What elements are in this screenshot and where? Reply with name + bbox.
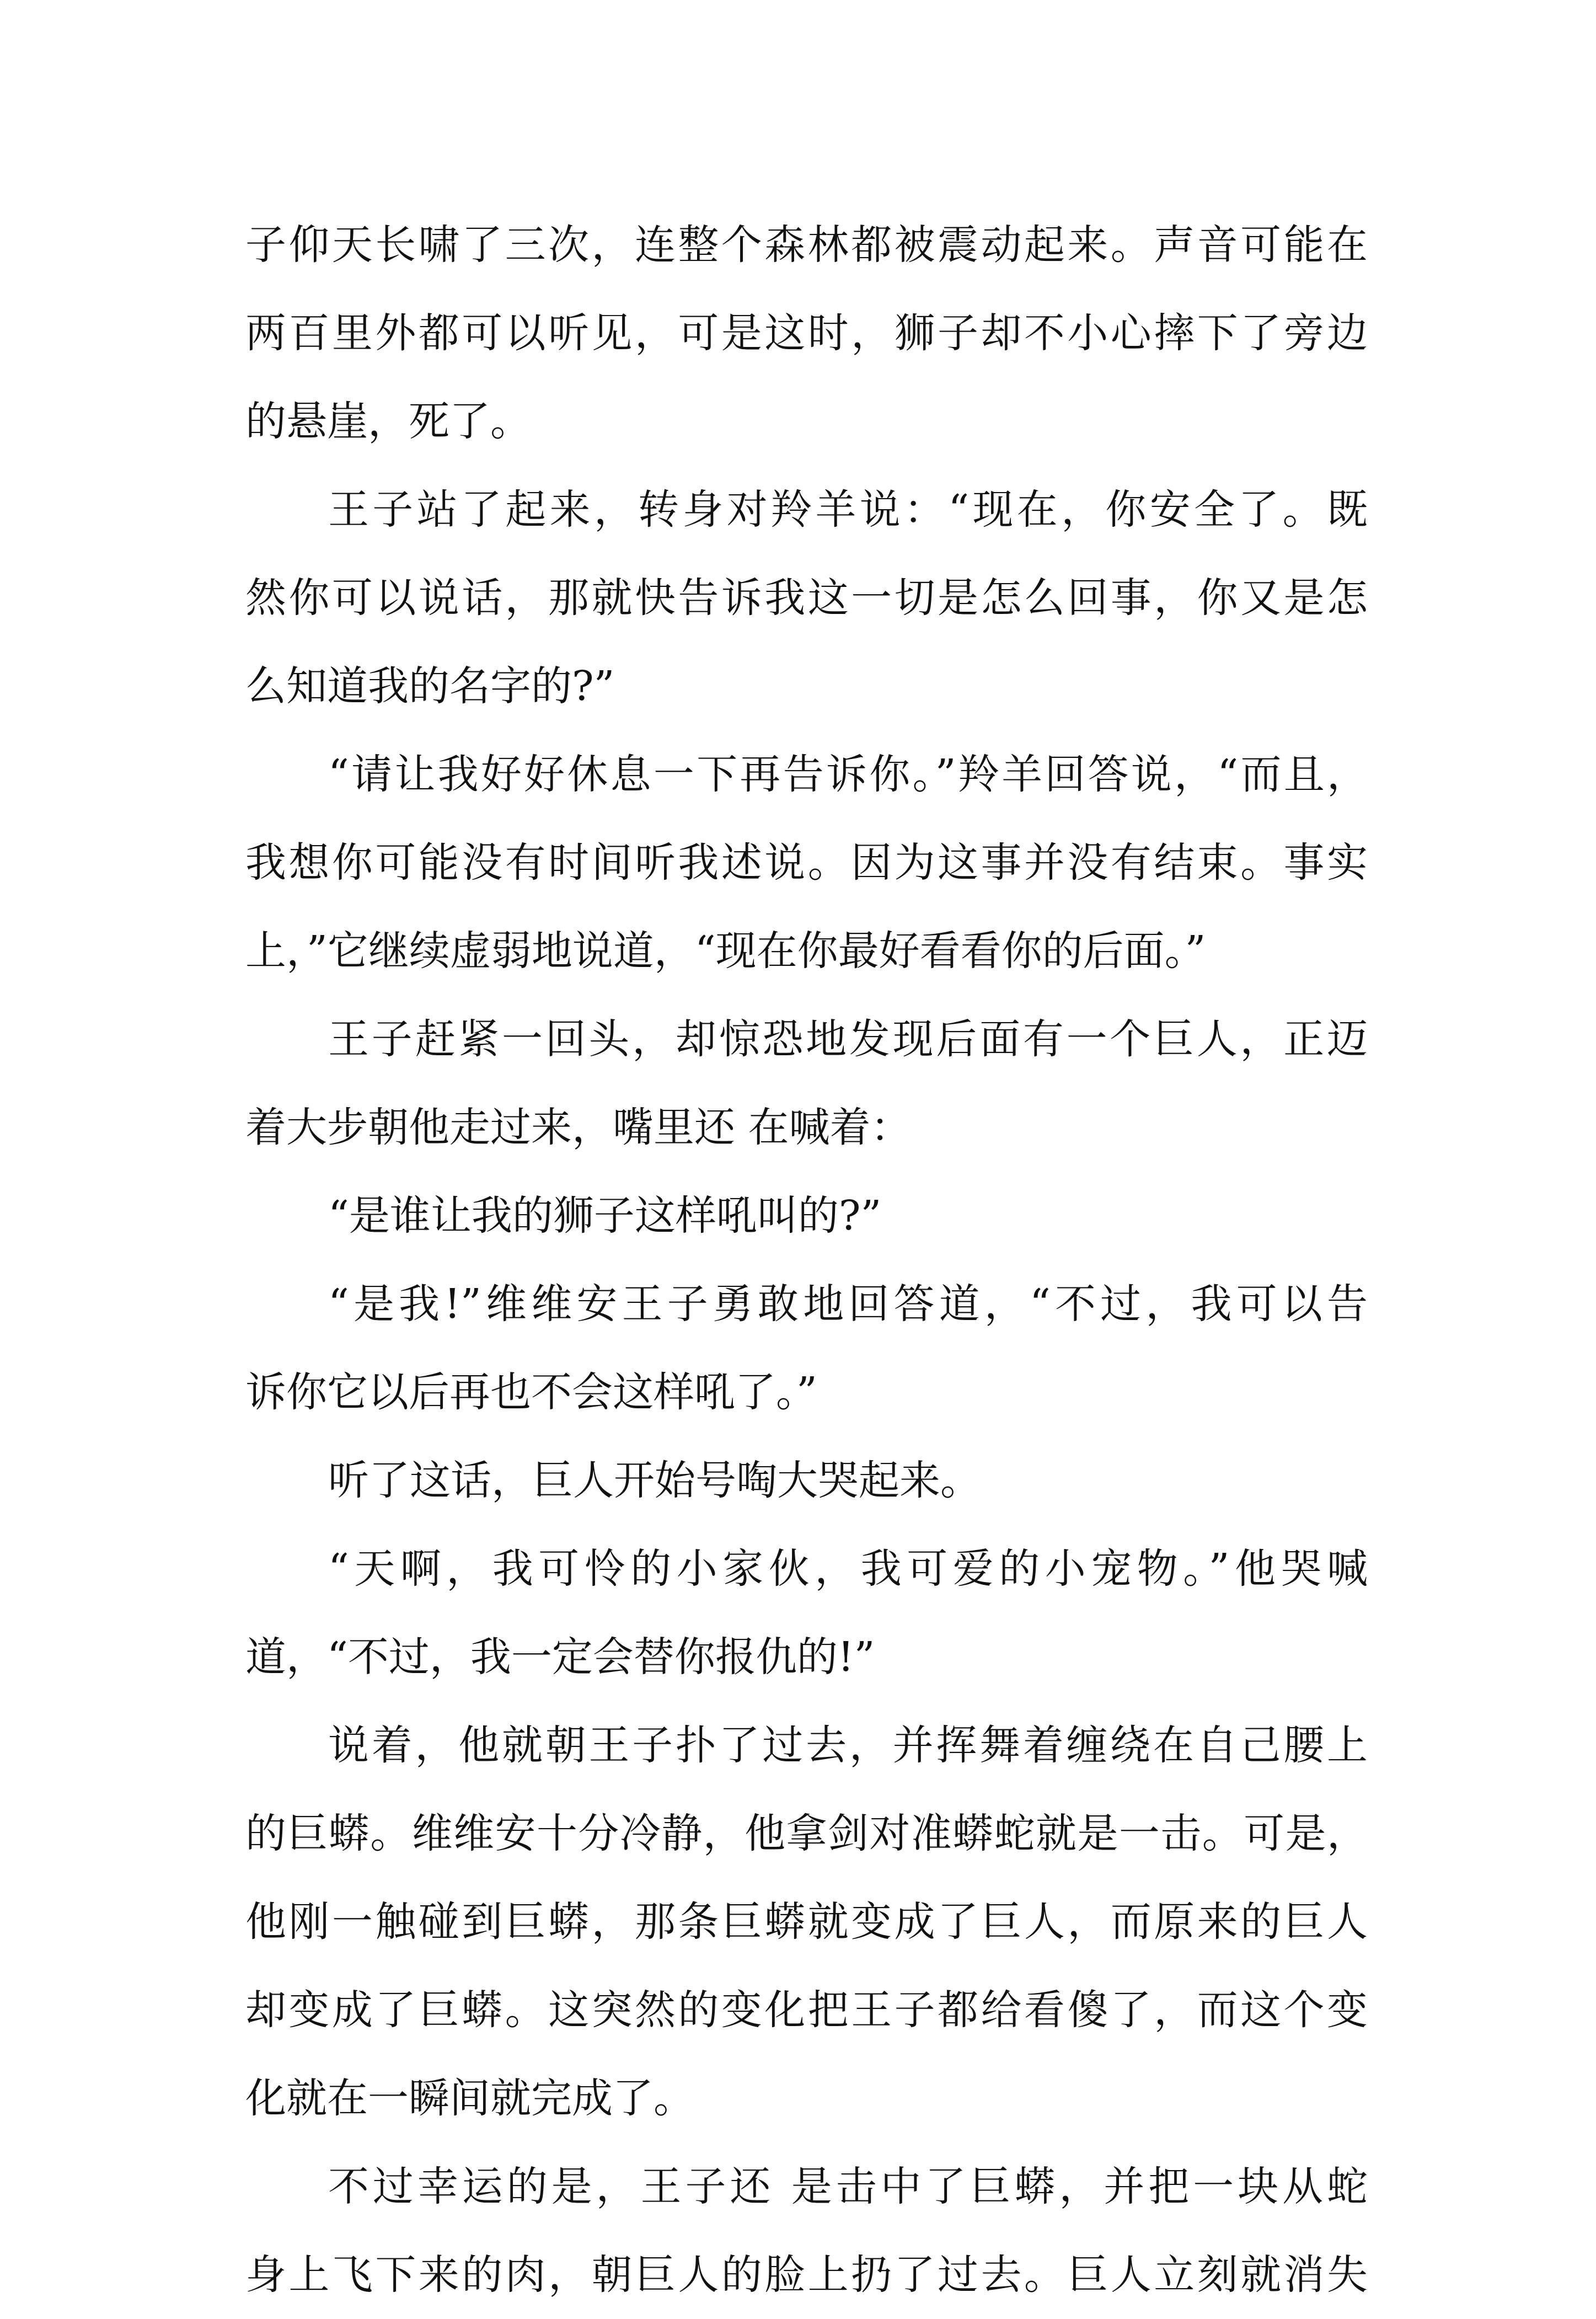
text-line: 身上飞下来的肉，朝巨人的脸上扔了过去。巨人立刻就消失 bbox=[245, 2251, 1368, 2299]
text-line: 化就在一瞬间就完成了。 bbox=[245, 2075, 694, 2122]
story-text bbox=[245, 201, 1368, 2319]
text-line: 不过幸运的是，王子还 是击中了巨蟒，并把一块从蛇 bbox=[328, 2163, 1368, 2210]
text-line: 么知道我的名字的?” bbox=[245, 662, 615, 710]
text-line: “请让我好好休息一下再告诉你。”羚羊回答说，“而且， bbox=[328, 751, 1368, 798]
text-line: 说着，他就朝王子扑了过去，并挥舞着缠绕在自己腰上 bbox=[328, 1722, 1368, 1769]
text-line: 诉你它以后再也不会这样吼了。” bbox=[245, 1369, 817, 1416]
text-line: 王子站了起来，转身对羚羊说：“现在，你安全了。既 bbox=[328, 486, 1368, 533]
text-line: “天啊，我可怜的小家伙，我可爱的小宠物。”他哭喊 bbox=[328, 1545, 1368, 1593]
text-line: “是我!”维维安王子勇敢地回答道，“不过，我可以告 bbox=[328, 1280, 1368, 1328]
text-line: 的悬崖，死了。 bbox=[245, 398, 531, 445]
text-line: 然你可以说话，那就快告诉我这一切是怎么回事，你又是怎 bbox=[245, 574, 1368, 622]
text-line: 的巨蟒。维维安十分冷静，他拿剑对准蟒蛇就是一击。可是， bbox=[245, 1810, 1368, 1857]
text-line: 我想你可能没有时间听我述说。因为这事并没有结束。事实 bbox=[245, 839, 1368, 886]
text-line: 两百里外都可以听见，可是这时，狮子却不小心摔下了旁边 bbox=[245, 309, 1368, 357]
text-line: 却变成了巨蟒。这突然的变化把王子都给看傻了，而这个变 bbox=[245, 1986, 1368, 2034]
text-line: 着大步朝他走过来，嘴里还 在喊着： bbox=[245, 1104, 912, 1151]
text-line: 他刚一触碰到巨蟒，那条巨蟒就变成了巨人，而原来的巨人 bbox=[245, 1898, 1368, 1946]
text-line: 子仰天长啸了三次，连整个森林都被震动起来。声音可能在 bbox=[245, 221, 1368, 269]
text-line: 听了这话，巨人开始号啕大哭起来。 bbox=[328, 1457, 981, 1504]
text-line: 上，”它继续虚弱地说道，“现在你最好看看你的后面。” bbox=[245, 927, 1206, 975]
text-line: 道，“不过，我一定会替你报仇的!” bbox=[245, 1633, 875, 1681]
text-line: “是谁让我的狮子这样吼叫的?” bbox=[328, 1192, 882, 1239]
text-line: 王子赶紧一回头，却惊恐地发现后面有一个巨人，正迈 bbox=[328, 1016, 1368, 1063]
